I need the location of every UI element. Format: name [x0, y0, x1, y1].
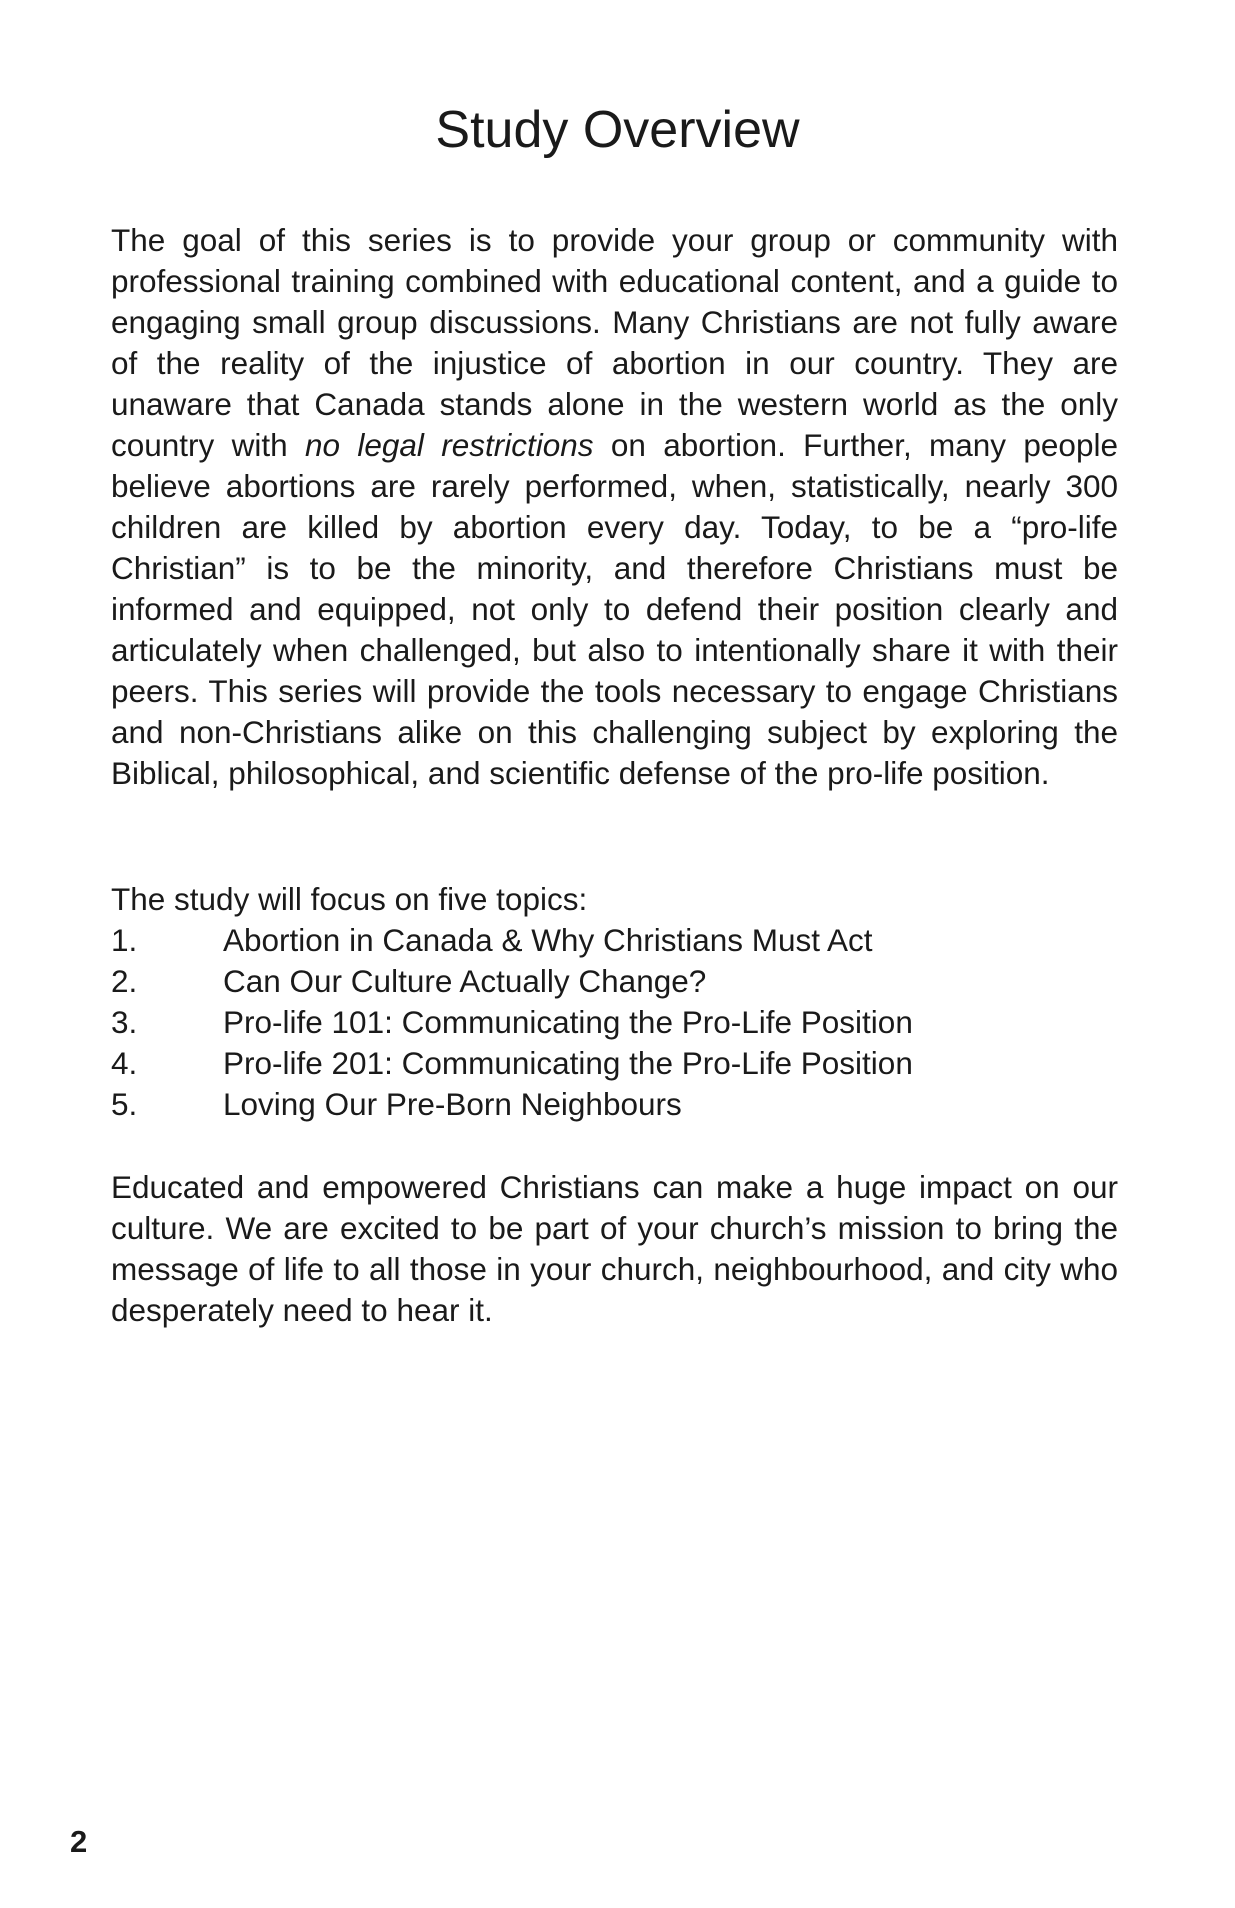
intro-paragraph	[111, 220, 1118, 794]
topics-list	[111, 920, 913, 1125]
topic-label: Can Our Culture Actually Change?	[223, 963, 707, 999]
page-title: Study Overview	[435, 101, 800, 159]
topic-number: 5.	[111, 1086, 138, 1122]
topic-label: Loving Our Pre-Born Neighbours	[223, 1086, 682, 1122]
list-item	[111, 1002, 913, 1043]
intro-text-part1: The goal of this series is to provide your group or community with professional training combined with educational content, and a guide to engaging small group discussions. Many Christians are not fully aware of the reality of the injustice of abortion in our country. They are unaware that Canada stands alone in the western world as the only country with	[111, 222, 1118, 463]
topic-label: Pro-life 101: Communicating the Pro-Life Position	[223, 1004, 913, 1040]
closing-paragraph: Educated and empowered Christians can make a huge impact on our culture. We are excited to be part of your church’s mission to bring the message of life to all those in your church, neighbourhood, and city who desperately need to hear it.	[111, 1169, 1118, 1328]
topic-label: Abortion in Canada & Why Christians Must Act	[223, 922, 873, 958]
intro-text-part2: on abortion. Further, many people believe abortions are rarely performed, when, statistically, nearly 300 children are killed by abortion every day. Today, to be a “pro-life Christian” is to be the minority, and therefore Christians must be informed and equipped, not only to defend their position clearly and articulately when challenged, but also to intentionally share it with their peers. This series will provide the tools necessary to engage Christians and non-Christians alike on this challenging subject by exploring the Biblical, philosophical, and scientific defense of the pro-life position.	[111, 427, 1118, 791]
page-number: 2	[70, 1824, 88, 1859]
list-item	[111, 1084, 913, 1125]
list-item	[111, 961, 913, 1002]
topic-number: 2.	[111, 963, 138, 999]
intro-emphasis: no legal restrictions	[304, 427, 594, 463]
topic-number: 4.	[111, 1045, 138, 1081]
list-item	[111, 1043, 913, 1084]
topic-number: 1.	[111, 922, 138, 958]
topic-label: Pro-life 201: Communicating the Pro-Life Position	[223, 1045, 913, 1081]
list-item	[111, 920, 913, 961]
topic-number: 3.	[111, 1004, 138, 1040]
topics-intro: The study will focus on five topics:	[111, 881, 588, 917]
